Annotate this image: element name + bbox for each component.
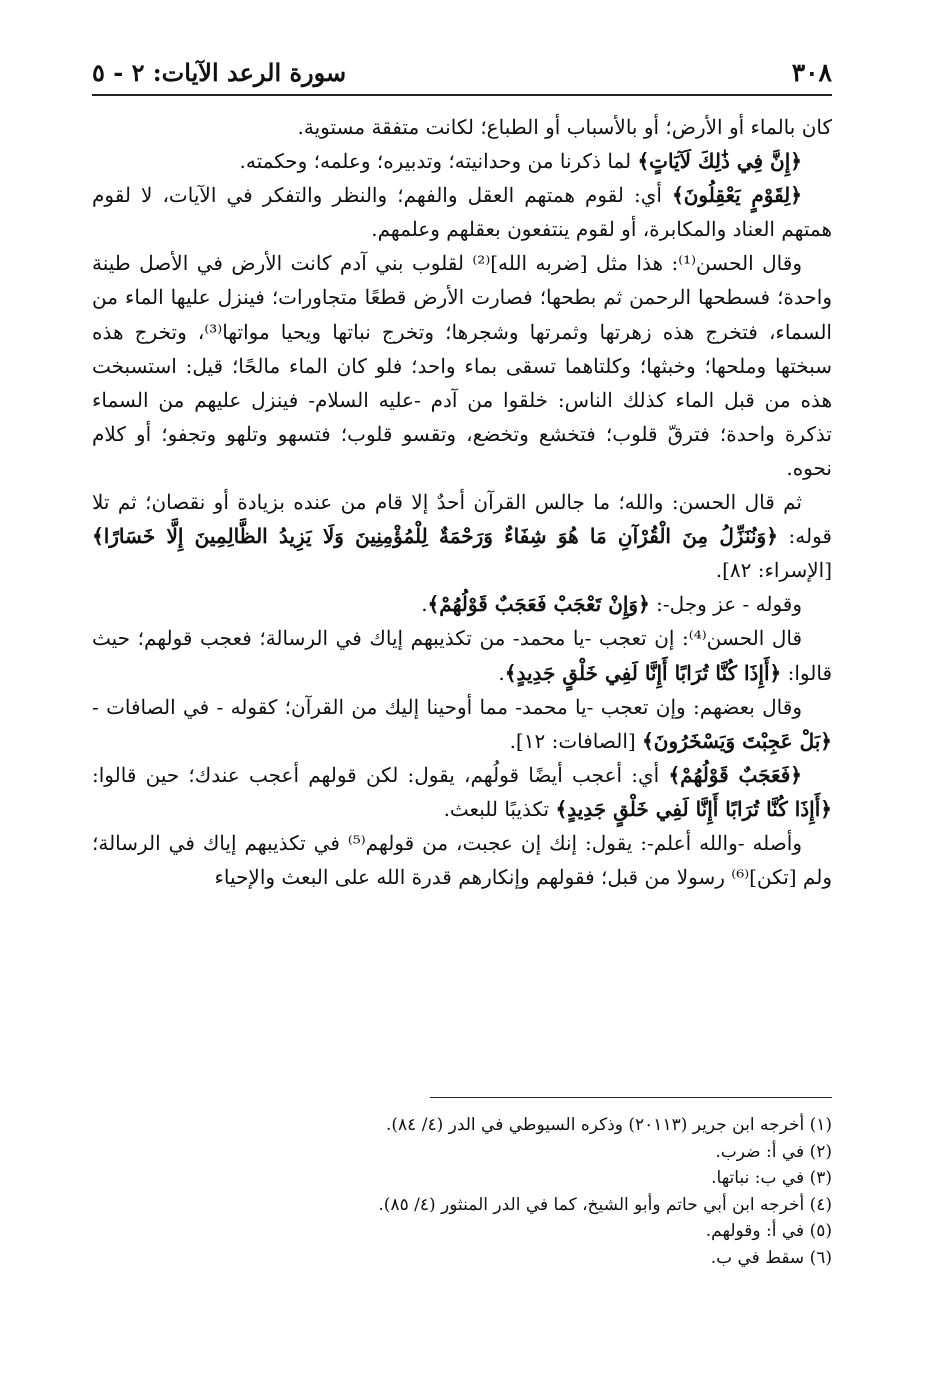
footnote: (٢) في أ: ضرب. [715,1141,832,1162]
quran-quote: ﴿وَإِنْ تَعْجَبْ فَعَجَبٌ قَوْلُهُمْ﴾ [427,592,650,617]
quran-quote: ﴿لِقَوْمٍ يَعْقِلُونَ﴾ [671,183,802,208]
footnote: (٦) سقط في ب. [710,1247,832,1268]
quran-quote: ﴿بَلْ عَجِبْتَ وَيَسْخَرُونَ﴾ [642,728,832,753]
quran-quote: ﴿أَإِذَا كُنَّا تُرَابًا أَإِنَّا لَفِي خَلْقٍ جَدِيدٍ﴾ [555,796,832,821]
running-title: سورة الرعد الآيات: ٢ - ٥ [92,58,347,87]
paragraph: وقال بعضهم: وإن تعجب -يا محمد- مما أوحينا إليك من القرآن؛ كقوله - في الصافات - ﴿بَلْ عَجِبْتَ وَيَسْخَرُونَ﴾ [الصافات: ١٢]. [92,694,832,753]
quran-quote: ﴿إِنَّ فِي ذَٰلِكَ لَآيَاتٍ﴾ [637,149,802,174]
page-header [92,52,832,92]
main-text [92,110,832,894]
paragraph: كان بالماء أو الأرض؛ أو بالأسباب أو الطباع؛ لكانت متفقة مستوية. [297,115,832,139]
paragraph: وقوله - عز وجل-: ﴿وَإِنْ تَعْجَبْ فَعَجَبٌ قَوْلُهُمْ﴾. [421,592,802,617]
footnote-divider [430,1097,832,1098]
page-number: ٣٠٨ [791,58,832,87]
paragraph: ﴿فَعَجَبٌ قَوْلُهُمْ﴾ أي: أعجب أيضًا قولُهم، يقول: لكن قولهم أعجب عندك؛ حين قالوا: ﴿أَإِذَا كُنَّا تُرَابًا أَإِنَّا لَفِي خَلْقٍ جَدِيدٍ﴾ تكذيبًا للبعث. [92,762,832,821]
paragraph: ﴿لِقَوْمٍ يَعْقِلُونَ﴾ أي: لقوم همتهم العقل والفهم؛ والنظر والتفكر في الآيات، لا لقوم همتهم العناد والمكابرة، أو لقوم ينتفعون بعقلهم وعلمهم. [92,183,832,242]
header-divider [92,94,832,96]
footnotes [92,1112,832,1271]
quran-quote: ﴿فَعَجَبٌ قَوْلُهُمْ﴾ [668,762,802,787]
footnote: (٣) في ب: نباتها. [711,1168,832,1188]
footnote: (٥) في أ: وقولهم. [705,1221,832,1241]
paragraph: قال الحسن⁽⁴⁾: إن تعجب -يا محمد- من تكذيبهم إياك في الرسالة؛ فعجب قولهم؛ حيث قالوا: ﴿أَإِذَا كُنَّا تُرَابًا أَإِنَّا لَفِي خَلْقٍ جَدِيدٍ﴾. [92,626,832,685]
quran-quote: ﴿أَإِذَا كُنَّا تُرَابًا أَإِنَّا لَفِي خَلْقٍ جَدِيدٍ﴾ [504,660,782,685]
quran-quote: ﴿وَنُنَزِّلُ مِنَ الْقُرْآنِ مَا هُوَ شِفَاءٌ وَرَحْمَةٌ لِلْمُؤْمِنِينَ وَلَا يَزِيدُ الظَّالِمِينَ إِلَّا خَسَارًا﴾ [92,524,778,549]
paragraph: وأصله -والله أعلم-: يقول: إنك إن عجبت، من قولهم⁽⁵⁾ في تكذيبهم إياك في الرسالة؛ ولم [تكن]⁽⁶⁾ رسولا من قبل؛ فقولهم وإنكارهم قدرة الله على البعث والإحياء [92,830,832,890]
paragraph: وقال الحسن⁽¹⁾: هذا مثل [ضربه الله]⁽²⁾ لقلوب بني آدم كانت الأرض في الأصل طينة واحدة؛ فسطحها الرحمن ثم بطحها؛ فصارت الأرض قطعًا متجاورات؛ فينزل عليها الماء من السماء، فتخرج هذه زهرتها وثمرتها وشجرها؛ وتخرج نباتها ويحيا مواتها⁽³⁾، وتخرج هذه سبختها وملحها؛ وخبثها؛ وكلتاهما تسقى بماء واحد؛ فلو كان الماء مالحًا؛ قيل: استسبخت هذه من قبل الماء كذلك الناس: خلقوا من آدم -عليه السلام- فينزل عليهم من السماء تذكرة واحدة؛ فترقّ قلوب؛ فتخشع وتخضع، وتقسو قلوب؛ فتسهو وتلهو وتجفو؛ أو كلام نحوه. [92,251,832,480]
paragraph: ثم قال الحسن: والله؛ ما جالس القرآن أحدٌ إلا قام من عنده بزيادة أو نقصان؛ ثم تلا قوله: ﴿وَنُنَزِّلُ مِنَ الْقُرْآنِ مَا هُوَ شِفَاءٌ وَرَحْمَةٌ لِلْمُؤْمِنِينَ وَلَا يَزِيدُ الظَّالِمِينَ إِلَّا خَسَارًا﴾ [الإسراء: ٨٢]. [92,490,832,583]
footnote: (١) أخرجه ابن جرير (٢٠١١٣) وذكره السيوطي في الدر (٤/ ٨٤). [385,1115,832,1135]
footnote: (٤) أخرجه ابن أبي حاتم وأبو الشيخ، كما في الدر المنثور (٤/ ٨٥). [378,1194,832,1215]
paragraph: ﴿إِنَّ فِي ذَٰلِكَ لَآيَاتٍ﴾ لما ذكرنا من وحدانيته؛ وتدبيره؛ وعلمه؛ وحكمته. [239,149,802,174]
